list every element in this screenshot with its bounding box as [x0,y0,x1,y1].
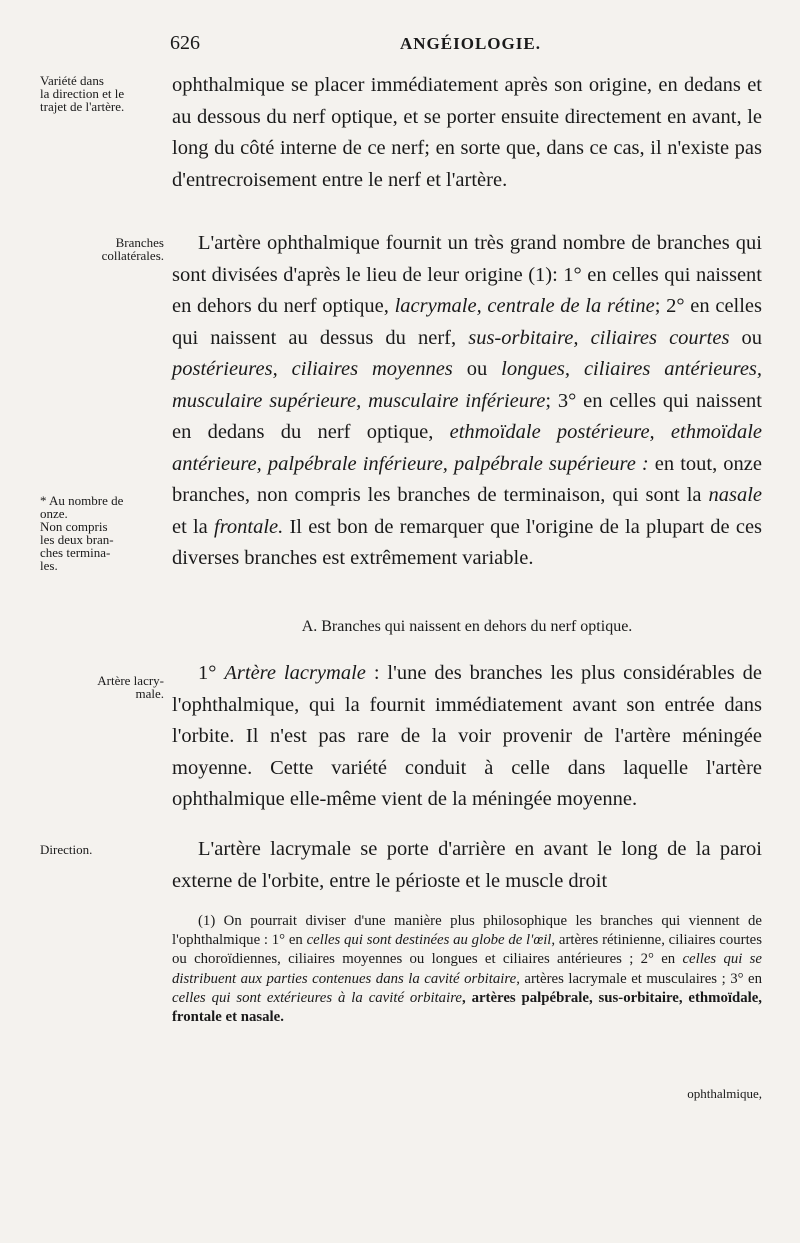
paragraph-direction [172,834,762,897]
paragraph-text [172,228,762,575]
italic-run: sus-orbitaire, ciliaires courtes [468,326,730,349]
text-run: Il est bon de remarquer que l'origine de la plupart de ces diverses branches est extrêmement variable. [172,515,763,569]
paragraph-text [172,658,762,816]
text-run: ou [741,326,763,349]
margin-line: les. [40,558,58,573]
text-run: en tout, onze branches, non compris les branches de terminaison, qui sont la [172,452,762,506]
bold-run: , artères palpébrale, sus-orbitaire, ethmoïdale, frontale et nasale. [172,989,762,1026]
text-run: 1° [198,662,217,684]
section-subheading: A. Branches qui naissent en dehors du nerf optique. [301,618,633,635]
margin-line: Branches [115,235,164,250]
margin-line: male. [135,686,164,701]
paragraph-branches [172,228,762,575]
margin-line: Artère lacry- [97,673,164,688]
text-run: : l'une des branches les plus considérables de l'ophthalmique, qui la fournit immédiatement avant son entrée dans l'orbite. Il n'est pas rare de la voir provenir de l'artère méningée moyenne. Cette variété conduit à celle dans laquelle l'artère ophthalmique elle-même vient de la méningée moyenne. [172,662,762,810]
text-run: , artères lacrymale et musculaires ; 3° en [516,970,762,987]
margin-line: collatérales. [101,248,164,263]
running-title: ANGÉIOLOGIE. [400,34,541,53]
margin-line: ches termina- [40,545,111,560]
page-header [0,32,800,64]
text-run: ; 3° en celles qui naissent en dedans du nerf optique, [172,389,762,443]
paragraph-variete [172,70,762,196]
margin-note-nombre [40,494,164,572]
italic-run: celles qui sont destinées au globe de l'œil [306,932,552,949]
margin-line: trajet de l'artère. [40,99,125,114]
footnote-text [172,912,762,1027]
text-run: (1) On pourrait diviser d'une manière plus philosophique les branches qui viennent de l'ophthalmique : 1° en [172,913,762,949]
margin-line: onze. [40,506,68,521]
italic-run: Artère lacrymale [224,662,366,684]
paragraph-text: ophthalmique se placer immédiatement après son origine, en dedans et au dessous du nerf optique, et se porter ensuite directement en avant, le long du côté interne de ce nerf; en sorte que, dans ce cas, il n'existe pas d'entrecroisement entre le nerf et l'artère. [172,74,762,191]
italic-run: longues, ciliaires antérieures, musculaire supérieure, musculaire inférieure [172,358,763,412]
margin-line: les deux bran- [40,532,114,547]
text-run: L'artère ophthalmique fournit un très grand nombre de branches qui sont divisées d'après le lieu de leur origine (1): 1° en celles qui naissent en dehors du nerf optique, [172,232,762,317]
italic-run: celles qui sont extérieures à la cavité orbitaire [172,989,462,1006]
text-run: ou [466,358,488,380]
margin-line: Variété dans [40,73,104,88]
margin-line: * Au nombre de [40,493,124,508]
italic-run: celles qui se distribuent aux parties contenues dans la cavité orbitaire [172,951,762,987]
margin-note-lacrymale [40,674,164,700]
footnote [172,912,763,1101]
footnote-signature: ophthalmique, [687,1086,762,1101]
italic-run: postérieures, ciliaires moyennes [172,358,453,380]
margin-line: la direction et le [40,86,125,101]
italic-run: lacrymale, centrale de la rétine [394,295,655,317]
paragraph-lacrymale [172,658,762,816]
text-run: et la [172,515,208,538]
italic-run: ethmoïdale postérieure, ethmoïdale antérieure, palpébrale inférieure, palpébrale supérieure : [172,421,763,475]
margin-note-direction: Direction. [40,842,93,857]
italic-run: nasale [708,484,762,506]
margin-line: Non compris [40,519,108,534]
text-run: ; 2° en celles qui naissent au dessus du nerf, [172,295,763,349]
margin-note-variete [40,74,164,113]
text-run: , artères rétinienne, ciliaires courtes ou choroïdiennes, ciliaires moyennes ou longues et ciliaires antérieures ; 2° en [172,932,763,968]
margin-note-branches [40,236,164,262]
page-number: 626 [170,32,200,54]
italic-run: frontale. [214,515,284,538]
paragraph-text: L'artère lacrymale se porte d'arrière en avant le long de la paroi externe de l'orbite, entre le périoste et le muscle droit [172,838,762,892]
